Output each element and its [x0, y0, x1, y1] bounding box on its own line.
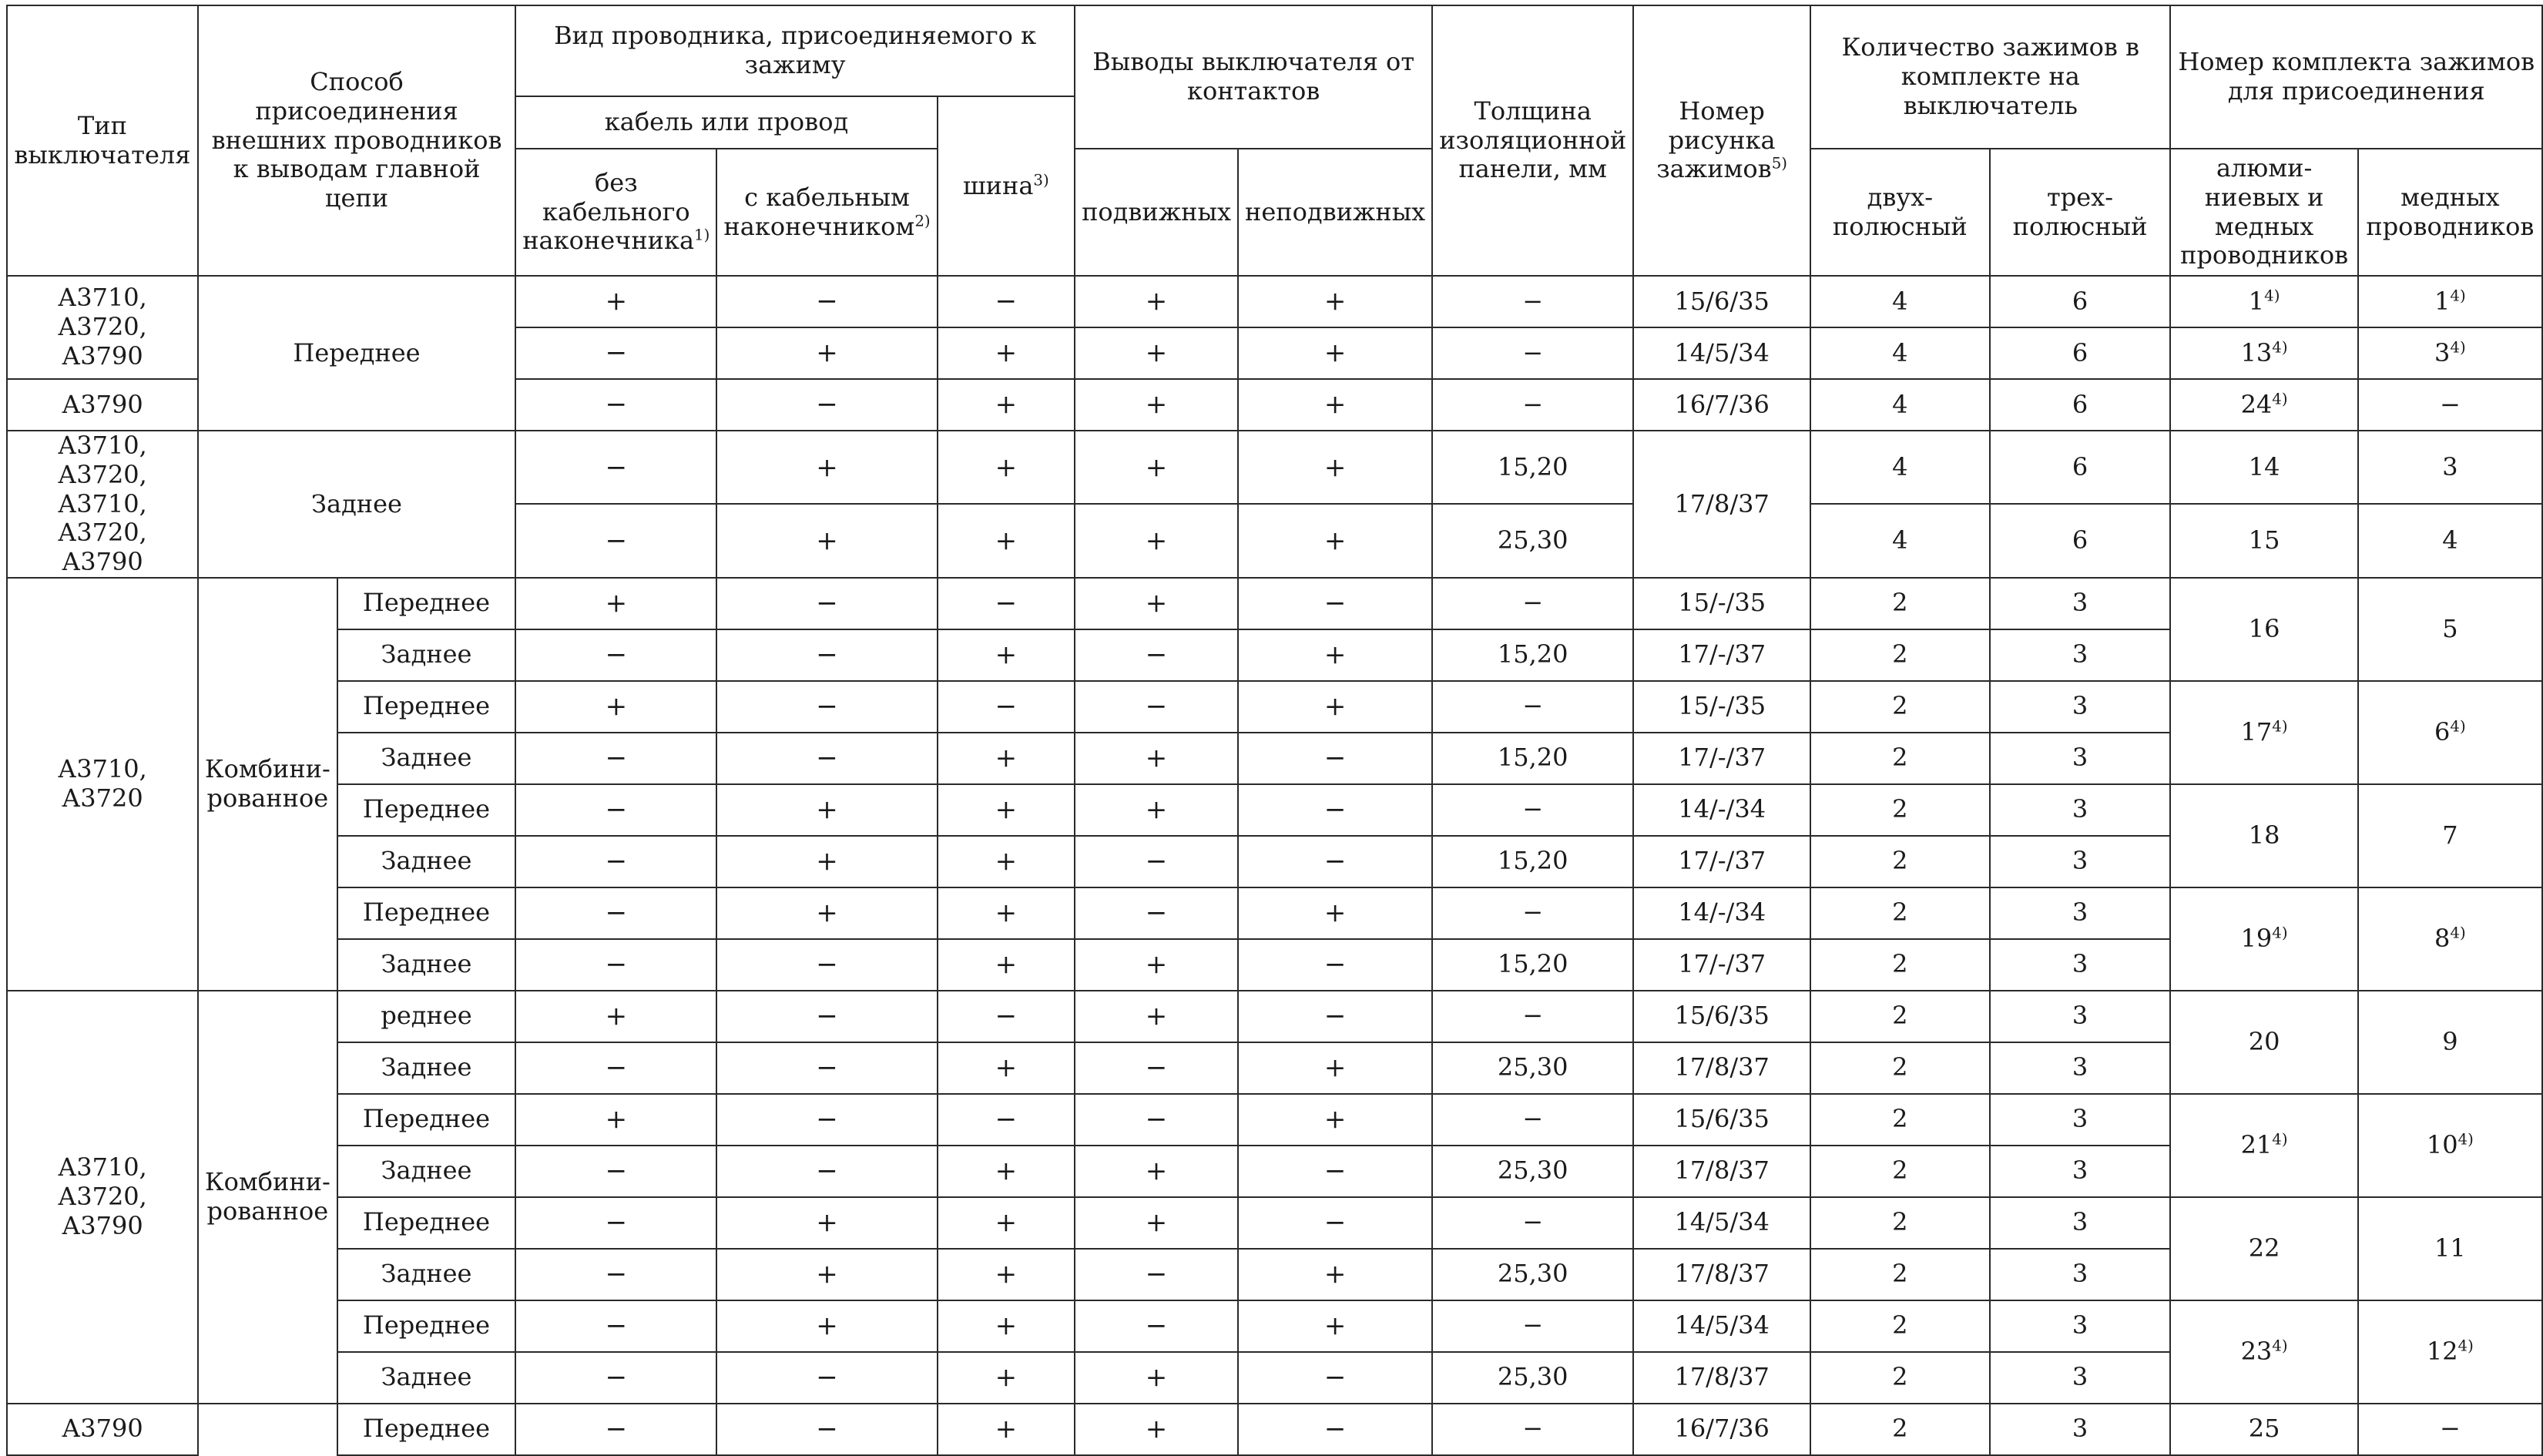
two-pole-cell: 4: [1810, 504, 1989, 577]
mark-cell-c2: −: [716, 939, 937, 991]
three-pole-cell: 3: [1990, 1146, 2171, 1197]
mark-cell-c3: −: [938, 578, 1075, 629]
set-cu-cell: 3$^{4)}$: [2358, 327, 2542, 379]
set-cu-cell: 6$^{4)}$: [2358, 681, 2542, 784]
mark-cell-c5: +: [1238, 887, 1432, 939]
mark-cell-c4: +: [1075, 733, 1238, 784]
figure-cell: 16/7/36: [1633, 379, 1810, 431]
mark-cell-c3: +: [938, 1300, 1075, 1352]
two-pole-cell: 2: [1810, 887, 1989, 939]
table-row: [7, 276, 2542, 327]
table-row: [7, 939, 2542, 991]
mark-cell-c4: +: [1075, 784, 1238, 836]
mark-cell-c5: +: [1238, 504, 1432, 577]
mark-cell-c4: +: [1075, 327, 1238, 379]
mark-cell-c2: −: [716, 1352, 937, 1404]
set-cu-cell: 1$^{4)}$: [2358, 276, 2542, 327]
mark-cell-c5: −: [1238, 836, 1432, 887]
mark-cell-c5: +: [1238, 379, 1432, 431]
three-pole-cell: 3: [1990, 939, 2171, 991]
thickness-cell: −: [1432, 578, 1633, 629]
three-pole-cell: 3: [1990, 1197, 2171, 1249]
three-pole-cell: 3: [1990, 578, 2171, 629]
mark-cell-c1: −: [515, 327, 716, 379]
thickness-cell: −: [1432, 379, 1633, 431]
two-pole-cell: 2: [1810, 939, 1989, 991]
mark-cell-c1: −: [515, 939, 716, 991]
figure-cell: 14/-/34: [1633, 887, 1810, 939]
mark-cell-c3: +: [938, 1146, 1075, 1197]
set-cu-cell: 10$^{4)}$: [2358, 1094, 2542, 1197]
set-cu-cell: 4: [2358, 504, 2542, 577]
mark-cell-c1: +: [515, 991, 716, 1042]
switch-type-cell: А3790: [7, 1404, 198, 1455]
mark-cell-c5: +: [1238, 681, 1432, 733]
mark-cell-c2: +: [716, 504, 937, 577]
three-pole-cell: 3: [1990, 1249, 2171, 1300]
thickness-cell: 25,30: [1432, 504, 1633, 577]
thickness-cell: 25,30: [1432, 1042, 1633, 1094]
set-cu-cell: −: [2358, 379, 2542, 431]
mark-cell-c4: +: [1075, 991, 1238, 1042]
mark-cell-c3: +: [938, 784, 1075, 836]
two-pole-cell: 2: [1810, 1404, 1989, 1455]
set-al-cu-cell: 21$^{4)}$: [2170, 1094, 2357, 1197]
figure-cell: 15/6/35: [1633, 1094, 1810, 1146]
three-pole-cell: 6: [1990, 379, 2171, 431]
figure-cell: 17/-/37: [1633, 629, 1810, 681]
mark-cell-c5: −: [1238, 1404, 1432, 1455]
two-pole-cell: 2: [1810, 1249, 1989, 1300]
set-al-cu-cell: 22: [2170, 1197, 2357, 1300]
figure-cell: 17/8/37: [1633, 431, 1810, 578]
mark-cell-c4: −: [1075, 836, 1238, 887]
sub-method-cell: Заднее: [337, 836, 515, 887]
two-pole-cell: 2: [1810, 1300, 1989, 1352]
table-row: [7, 1042, 2542, 1094]
sub-method-cell: Заднее: [337, 1352, 515, 1404]
two-pole-cell: 2: [1810, 991, 1989, 1042]
thickness-cell: −: [1432, 276, 1633, 327]
header-bus: шина$^{3)}$: [938, 96, 1075, 276]
sub-method-cell: Заднее: [337, 1249, 515, 1300]
mark-cell-c1: +: [515, 1094, 716, 1146]
mark-cell-c2: −: [716, 1146, 937, 1197]
mark-cell-c4: −: [1075, 1094, 1238, 1146]
mark-cell-c2: +: [716, 887, 937, 939]
mark-cell-c5: +: [1238, 1042, 1432, 1094]
mark-cell-c3: +: [938, 887, 1075, 939]
switch-type-cell: А3710, А3720, А3790: [7, 991, 198, 1404]
header-cu: медных проводников: [2358, 149, 2542, 276]
table-row: [7, 991, 2542, 1042]
thickness-cell: 15,20: [1432, 939, 1633, 991]
set-al-cu-cell: 17$^{4)}$: [2170, 681, 2357, 784]
header-set-group: Номер комплекта зажимов для присоединения: [2170, 5, 2542, 149]
method-cell: Комбини-рованное: [198, 991, 337, 1404]
mark-cell-c3: +: [938, 629, 1075, 681]
sub-method-cell: Заднее: [337, 1042, 515, 1094]
mark-cell-c4: +: [1075, 1146, 1238, 1197]
figure-cell: 17/8/37: [1633, 1146, 1810, 1197]
two-pole-cell: 2: [1810, 681, 1989, 733]
mark-cell-c4: −: [1075, 681, 1238, 733]
thickness-cell: −: [1432, 887, 1633, 939]
mark-cell-c5: +: [1238, 1094, 1432, 1146]
three-pole-cell: 3: [1990, 1352, 2171, 1404]
three-pole-cell: 3: [1990, 1042, 2171, 1094]
figure-cell: 17/-/37: [1633, 939, 1810, 991]
two-pole-cell: 4: [1810, 276, 1989, 327]
mark-cell-c2: −: [716, 578, 937, 629]
mark-cell-c3: +: [938, 379, 1075, 431]
figure-cell: 14/5/34: [1633, 1300, 1810, 1352]
figure-cell: 17/8/37: [1633, 1352, 1810, 1404]
set-al-cu-cell: 14: [2170, 431, 2357, 504]
set-cu-cell: 5: [2358, 578, 2542, 681]
method-cell: Переднее: [198, 276, 515, 431]
mark-cell-c2: +: [716, 1197, 937, 1249]
mark-cell-c3: +: [938, 1197, 1075, 1249]
three-pole-cell: 3: [1990, 784, 2171, 836]
two-pole-cell: 2: [1810, 629, 1989, 681]
three-pole-cell: 3: [1990, 733, 2171, 784]
set-cu-cell: 7: [2358, 784, 2542, 887]
table-row: [7, 887, 2542, 939]
mark-cell-c2: −: [716, 733, 937, 784]
three-pole-cell: 3: [1990, 836, 2171, 887]
mark-cell-c2: −: [716, 991, 937, 1042]
mark-cell-c3: +: [938, 733, 1075, 784]
mark-cell-c5: −: [1238, 1146, 1432, 1197]
mark-cell-c5: −: [1238, 784, 1432, 836]
mark-cell-c3: −: [938, 681, 1075, 733]
sub-method-cell: Переднее: [337, 887, 515, 939]
header-count-group: Количество зажимов в комплекте на выключатель: [1810, 5, 2170, 149]
header-type: Тип выключателя: [7, 5, 198, 276]
two-pole-cell: 2: [1810, 1042, 1989, 1094]
switch-type-cell: А3710, А3720, А3790: [7, 276, 198, 379]
mark-cell-c3: +: [938, 1352, 1075, 1404]
mark-cell-c3: +: [938, 939, 1075, 991]
mark-cell-c1: −: [515, 887, 716, 939]
mark-cell-c2: −: [716, 379, 937, 431]
mark-cell-c5: −: [1238, 939, 1432, 991]
figure-cell: 16/7/36: [1633, 1404, 1810, 1455]
sub-method-cell: Переднее: [337, 784, 515, 836]
thickness-cell: 15,20: [1432, 629, 1633, 681]
header-thickness: Толщина изоляционной панели, мм: [1432, 5, 1633, 276]
figure-cell: 14/5/34: [1633, 1197, 1810, 1249]
mark-cell-c1: −: [515, 836, 716, 887]
mark-cell-c1: +: [515, 276, 716, 327]
mark-cell-c4: −: [1075, 1249, 1238, 1300]
mark-cell-c4: −: [1075, 629, 1238, 681]
header-movable: подвижных: [1075, 149, 1238, 276]
set-cu-cell: 3: [2358, 431, 2542, 504]
mark-cell-c3: +: [938, 1404, 1075, 1455]
mark-cell-c3: +: [938, 327, 1075, 379]
mark-cell-c4: +: [1075, 1352, 1238, 1404]
two-pole-cell: 4: [1810, 431, 1989, 504]
set-cu-cell: −: [2358, 1404, 2542, 1455]
three-pole-cell: 6: [1990, 276, 2171, 327]
mark-cell-c1: −: [515, 1352, 716, 1404]
header-fixed: неподвижных: [1238, 149, 1432, 276]
mark-cell-c4: −: [1075, 887, 1238, 939]
header-cable-group: кабель или провод: [515, 96, 937, 149]
mark-cell-c4: −: [1075, 1042, 1238, 1094]
mark-cell-c1: −: [515, 629, 716, 681]
mark-cell-c5: −: [1238, 733, 1432, 784]
two-pole-cell: 2: [1810, 784, 1989, 836]
sub-method-cell: Заднее: [337, 939, 515, 991]
table-row: [7, 1146, 2542, 1197]
set-cu-cell: 9: [2358, 991, 2542, 1094]
header-terminals-group: Выводы выключателя от контактов: [1075, 5, 1432, 149]
mark-cell-c5: −: [1238, 1197, 1432, 1249]
table-row: [7, 681, 2542, 733]
mark-cell-c4: +: [1075, 276, 1238, 327]
table-row: [7, 629, 2542, 681]
mark-cell-c1: −: [515, 784, 716, 836]
three-pole-cell: 6: [1990, 504, 2171, 577]
thickness-cell: 15,20: [1432, 431, 1633, 504]
mark-cell-c5: −: [1238, 578, 1432, 629]
two-pole-cell: 4: [1810, 379, 1989, 431]
set-al-cu-cell: 16: [2170, 578, 2357, 681]
header-two-pole: двух-полюсный: [1810, 149, 1989, 276]
thickness-cell: 15,20: [1432, 733, 1633, 784]
table-row: [7, 836, 2542, 887]
mark-cell-c5: +: [1238, 431, 1432, 504]
set-cu-cell: 12$^{4)}$: [2358, 1300, 2542, 1404]
mark-cell-c2: +: [716, 1249, 937, 1300]
table-row: [7, 1352, 2542, 1404]
two-pole-cell: 2: [1810, 1094, 1989, 1146]
thickness-cell: −: [1432, 1404, 1633, 1455]
header-no-lug: без кабельного наконечника$^{1)}$: [515, 149, 716, 276]
mark-cell-c5: +: [1238, 1300, 1432, 1352]
mark-cell-c1: −: [515, 1300, 716, 1352]
figure-cell: 15/-/35: [1633, 681, 1810, 733]
table-row: [7, 1249, 2542, 1300]
mark-cell-c1: −: [515, 1042, 716, 1094]
three-pole-cell: 3: [1990, 1300, 2171, 1352]
switch-type-cell: А3710, А3720, А3710, А3720, А3790: [7, 431, 198, 578]
three-pole-cell: 3: [1990, 1404, 2171, 1455]
mark-cell-c1: +: [515, 578, 716, 629]
two-pole-cell: 2: [1810, 733, 1989, 784]
sub-method-cell: реднее: [337, 991, 515, 1042]
header-method: Способ присоединения внешних проводников к выводам главной цепи: [198, 5, 515, 276]
header-conductor-group: Вид проводника, присоединяемого к зажиму: [515, 5, 1075, 96]
mark-cell-c3: +: [938, 836, 1075, 887]
table-body: [7, 276, 2542, 1455]
set-cu-cell: 8$^{4)}$: [2358, 887, 2542, 991]
figure-cell: 14/-/34: [1633, 784, 1810, 836]
header-figure: Номер рисунка зажимов$^{5)}$: [1633, 5, 1810, 276]
mark-cell-c1: −: [515, 733, 716, 784]
mark-cell-c1: −: [515, 1146, 716, 1197]
set-al-cu-cell: 15: [2170, 504, 2357, 577]
two-pole-cell: 2: [1810, 1197, 1989, 1249]
set-al-cu-cell: 20: [2170, 991, 2357, 1094]
mark-cell-c4: +: [1075, 504, 1238, 577]
figure-cell: 17/8/37: [1633, 1249, 1810, 1300]
thickness-cell: −: [1432, 327, 1633, 379]
two-pole-cell: 2: [1810, 836, 1989, 887]
thickness-cell: −: [1432, 991, 1633, 1042]
table-row: [7, 578, 2542, 629]
mark-cell-c2: +: [716, 836, 937, 887]
set-al-cu-cell: 25: [2170, 1404, 2357, 1455]
thickness-cell: 25,30: [1432, 1352, 1633, 1404]
mark-cell-c2: +: [716, 1300, 937, 1352]
three-pole-cell: 3: [1990, 887, 2171, 939]
mark-cell-c3: +: [938, 431, 1075, 504]
sub-method-cell: Заднее: [337, 629, 515, 681]
header-three-pole: трех-полюсный: [1990, 149, 2171, 276]
table-row: [7, 784, 2542, 836]
sub-method-cell: Переднее: [337, 1404, 515, 1455]
thickness-cell: −: [1432, 1300, 1633, 1352]
mark-cell-c2: +: [716, 327, 937, 379]
mark-cell-c3: −: [938, 1094, 1075, 1146]
switch-type-cell: А3710, А3720: [7, 578, 198, 991]
thickness-cell: −: [1432, 1094, 1633, 1146]
sub-method-cell: Переднее: [337, 1094, 515, 1146]
thickness-cell: 15,20: [1432, 836, 1633, 887]
mark-cell-c2: −: [716, 1094, 937, 1146]
mark-cell-c1: +: [515, 681, 716, 733]
figure-cell: 15/6/35: [1633, 276, 1810, 327]
switch-type-cell: А3790: [7, 379, 198, 431]
mark-cell-c2: −: [716, 276, 937, 327]
set-al-cu-cell: 18: [2170, 784, 2357, 887]
set-al-cu-cell: 13$^{4)}$: [2170, 327, 2357, 379]
header-with-lug: с кабельным наконечником$^{2)}$: [716, 149, 937, 276]
mark-cell-c1: −: [515, 431, 716, 504]
mark-cell-c5: +: [1238, 276, 1432, 327]
mark-cell-c3: −: [938, 991, 1075, 1042]
mark-cell-c2: −: [716, 1404, 937, 1455]
three-pole-cell: 3: [1990, 991, 2171, 1042]
mark-cell-c4: +: [1075, 1404, 1238, 1455]
mark-cell-c2: −: [716, 681, 937, 733]
mark-cell-c4: +: [1075, 939, 1238, 991]
mark-cell-c4: +: [1075, 578, 1238, 629]
figure-cell: 17/-/37: [1633, 836, 1810, 887]
two-pole-cell: 2: [1810, 1352, 1989, 1404]
mark-cell-c2: −: [716, 629, 937, 681]
figure-cell: 15/-/35: [1633, 578, 1810, 629]
table-row: [7, 1404, 2542, 1455]
set-al-cu-cell: 23$^{4)}$: [2170, 1300, 2357, 1404]
mark-cell-c3: +: [938, 1042, 1075, 1094]
table-row: [7, 1094, 2542, 1146]
mark-cell-c1: −: [515, 1197, 716, 1249]
mark-cell-c1: −: [515, 504, 716, 577]
three-pole-cell: 3: [1990, 629, 2171, 681]
thickness-cell: −: [1432, 784, 1633, 836]
set-al-cu-cell: 19$^{4)}$: [2170, 887, 2357, 991]
thickness-cell: −: [1432, 1197, 1633, 1249]
set-al-cu-cell: 24$^{4)}$: [2170, 379, 2357, 431]
three-pole-cell: 3: [1990, 681, 2171, 733]
three-pole-cell: 6: [1990, 327, 2171, 379]
method-cell: Комбини-рованное: [198, 578, 337, 991]
figure-cell: 15/6/35: [1633, 991, 1810, 1042]
set-al-cu-cell: 1$^{4)}$: [2170, 276, 2357, 327]
table-row: [7, 1197, 2542, 1249]
table-row: [7, 431, 2542, 504]
mark-cell-c2: +: [716, 784, 937, 836]
mark-cell-c1: −: [515, 1249, 716, 1300]
header-al-cu: алюми-ниевых и медных проводников: [2170, 149, 2357, 276]
mark-cell-c2: +: [716, 431, 937, 504]
two-pole-cell: 2: [1810, 1146, 1989, 1197]
table-row: [7, 1300, 2542, 1352]
three-pole-cell: 3: [1990, 1094, 2171, 1146]
figure-cell: 17/-/37: [1633, 733, 1810, 784]
mark-cell-c3: +: [938, 504, 1075, 577]
table-row: [7, 733, 2542, 784]
figure-cell: 17/8/37: [1633, 1042, 1810, 1094]
method-cell: [198, 1404, 337, 1455]
method-cell: Заднее: [198, 431, 515, 578]
three-pole-cell: 6: [1990, 431, 2171, 504]
mark-cell-c4: +: [1075, 379, 1238, 431]
sub-method-cell: Переднее: [337, 681, 515, 733]
mark-cell-c3: −: [938, 276, 1075, 327]
thickness-cell: −: [1432, 681, 1633, 733]
sub-method-cell: Заднее: [337, 733, 515, 784]
mark-cell-c5: +: [1238, 327, 1432, 379]
sub-method-cell: Переднее: [337, 1197, 515, 1249]
sub-method-cell: Переднее: [337, 1300, 515, 1352]
mark-cell-c2: −: [716, 1042, 937, 1094]
mark-cell-c4: −: [1075, 1300, 1238, 1352]
mark-cell-c5: +: [1238, 1249, 1432, 1300]
switch-clamp-table: [6, 5, 2543, 1456]
mark-cell-c5: −: [1238, 1352, 1432, 1404]
mark-cell-c5: −: [1238, 991, 1432, 1042]
sub-method-cell: Переднее: [337, 578, 515, 629]
sub-method-cell: Заднее: [337, 1146, 515, 1197]
thickness-cell: 25,30: [1432, 1249, 1633, 1300]
mark-cell-c1: −: [515, 379, 716, 431]
mark-cell-c1: −: [515, 1404, 716, 1455]
figure-cell: 14/5/34: [1633, 327, 1810, 379]
set-cu-cell: 11: [2358, 1197, 2542, 1300]
two-pole-cell: 4: [1810, 327, 1989, 379]
mark-cell-c5: +: [1238, 629, 1432, 681]
mark-cell-c3: +: [938, 1249, 1075, 1300]
thickness-cell: 25,30: [1432, 1146, 1633, 1197]
mark-cell-c4: +: [1075, 1197, 1238, 1249]
two-pole-cell: 2: [1810, 578, 1989, 629]
mark-cell-c4: +: [1075, 431, 1238, 504]
